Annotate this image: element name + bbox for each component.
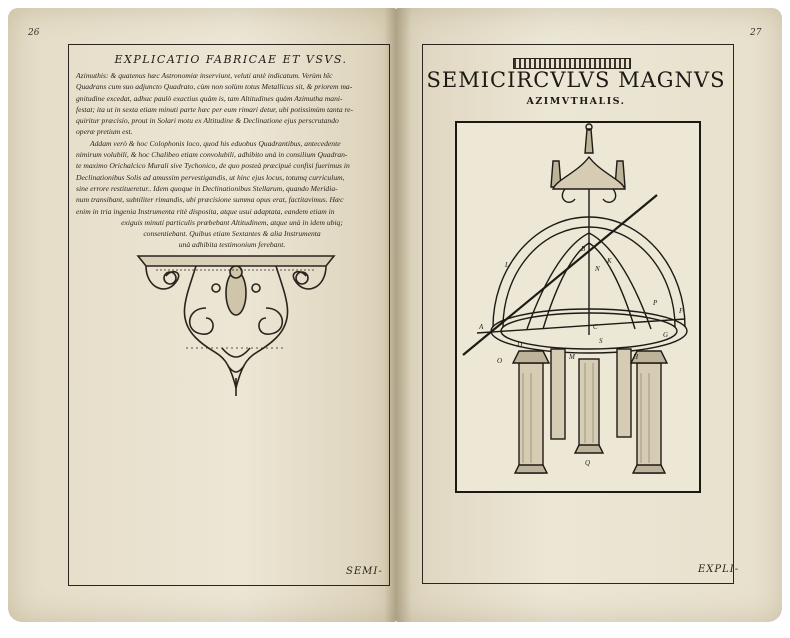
text-line: enim in tria ingenia Instrumenta ritè disposita, atque usui adaptata, eandem etiam in (76, 206, 335, 216)
plate-letter: H (633, 353, 639, 361)
woodcut-ornament (136, 248, 336, 398)
azimuthal-semicircle-illustration (457, 123, 695, 487)
plate-letter: S (599, 337, 603, 345)
text-line: nimirum volubili, & hoc Chalibeo etiam convolubili, adhibito unà in consilium Quadran- (76, 150, 348, 160)
body-text (76, 70, 388, 251)
text-line: Declinationibus Solis ad amussim pervestigandis, ut hinc ejus locus, totumq curriculum, (76, 172, 345, 182)
text-line: consentiebant. Quibus etiam Sextantes & alia Instrumenta (143, 229, 321, 239)
text-line: te maximo Orichalcico Murali sive Tychonico, de quo posteà præcipuè confisi fuerimus in (76, 161, 350, 171)
plate-letter: L (505, 261, 509, 269)
plate-letter: G (663, 331, 669, 339)
plate-letter: C (593, 323, 598, 331)
text-line: num transibant, subtiliter rimandis, ubi præcisione summa opus erat, factitavimus. Hæc (76, 195, 344, 205)
text-line: unà adhibita testimonium ferebant. (178, 240, 286, 250)
plate-letter: M (569, 353, 575, 361)
text-line: gnitudine excedat, adhuc paulò exactius quàm is, tam Altitudines quàm Azimutha mani- (76, 93, 343, 103)
text-line: Quadrans cum suo adjuncto Quadrato, cùm non solùm totus Metallicus sit, & priorem ma- (76, 82, 353, 92)
plate-subtitle: AZIMVTHALIS. (526, 96, 626, 107)
plate-title: SEMICIRCVLVS MAGNVS (426, 68, 726, 92)
plate-letter: B (581, 245, 586, 253)
text-line: Azimuthis: & quatenus hæc Astronomiæ inserviunt, veluti antè indicatum. Verùm hîc (76, 71, 333, 80)
plate-letter: O (497, 357, 503, 365)
right-catchword: EXPLI- (698, 564, 740, 575)
open-book (8, 8, 784, 632)
plate-letter: Q (585, 459, 591, 467)
left-page-number: 26 (28, 28, 40, 38)
left-catchword: SEMI- (346, 566, 383, 577)
text-line: exiguis minuti particulis præbebant Altitudinem, atque unà in idem ubiq; (121, 217, 343, 227)
text-line: sine errore restitueretur.. Idem quoque in Declinationibus Stellarum, quando Meridia- (76, 183, 338, 193)
running-head: EXPLICATIO FABRICAE ET VSVS. (114, 53, 348, 66)
plate-letter: F (679, 307, 684, 315)
text-line: quiritur præcisio, prout in Solari motu ex Altitudine & Declinatione ejus perscrutando (76, 116, 339, 126)
plate-letter: A (479, 323, 484, 331)
engraving-plate (455, 121, 701, 493)
plate-letter: D (517, 341, 523, 349)
text-line: festat; ita ut in sexta etiam minuti parte hæc per eum rimari detur, ubi potissimùm tanta re- (76, 104, 354, 114)
plate-letter: P (653, 299, 658, 307)
plate-letter: K (607, 257, 612, 265)
plate-letter: N (595, 265, 600, 273)
text-line: Addam verò & hoc Colophonis loco, quod his eduobus Quadrantibus, antecedente (90, 138, 341, 148)
text-line: operæ pretium est. (76, 127, 133, 137)
right-page-number: 27 (750, 28, 762, 38)
